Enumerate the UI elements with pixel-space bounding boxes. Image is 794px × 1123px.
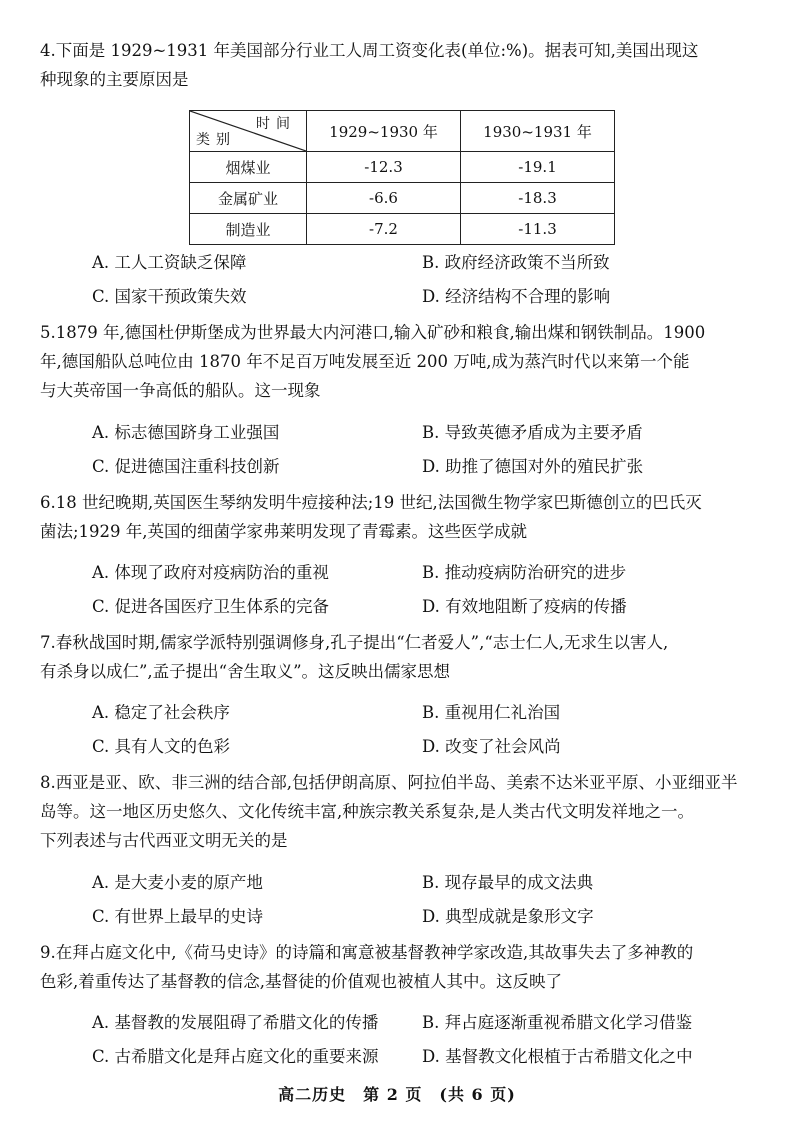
q7-options (40, 696, 760, 764)
row-label: 金属矿业 (190, 183, 307, 214)
q5-option-a[interactable]: A. 标志德国跻身工业强国 (92, 423, 280, 442)
q9-stem-line2: 色彩,着重传达了基督教的信念,基督徒的价值观也被植人其中。这反映了 (40, 972, 562, 991)
table-cell: -12.3 (307, 152, 461, 183)
q6-option-b[interactable]: B. 推动疫病防治研究的进步 (422, 563, 627, 582)
q5-stem-line2: 年,德国船队总吨位由 1870 年不足百万吨发展至近 200 万吨,成为蒸汽时代以来第一个能 (40, 352, 690, 371)
q5-stem-line1: 5.1879 年,德国杜伊斯堡成为世界最大内河港口,输入矿砂和粮食,输出煤和钢铁制品。1900 (40, 323, 706, 342)
table-row (190, 183, 615, 214)
q8-option-a[interactable]: A. 是大麦小麦的原产地 (92, 873, 263, 892)
q4-option-b[interactable]: B. 政府经济政策不当所致 (422, 253, 610, 272)
q9-options (40, 1006, 760, 1074)
q4-option-d[interactable]: D. 经济结构不合理的影响 (422, 287, 611, 306)
table-cell: -6.6 (307, 183, 461, 214)
q8-option-c[interactable]: C. 有世界上最早的史诗 (92, 907, 264, 926)
q9-option-d[interactable]: D. 基督教文化根植于古希腊文化之中 (422, 1047, 693, 1066)
q7-stem-line2: 有杀身以成仁”,孟子提出“舍生取义”。这反映出儒家思想 (40, 662, 451, 681)
q4-option-c[interactable]: C. 国家干预政策失效 (92, 287, 247, 306)
q6-stem-line2: 菌法;1929 年,英国的细菌学家弗莱明发现了青霉素。这些医学成就 (40, 522, 528, 541)
corner-label-time: 时间 (256, 116, 296, 132)
q7-option-c[interactable]: C. 具有人文的色彩 (92, 737, 231, 756)
q4-stem-line1: 4.下面是 1929~1931 年美国部分行业工人周工资变化表(单位:%)。据表可知,美国出现这 (40, 41, 699, 60)
q8-options (40, 866, 760, 934)
q8-stem-line3: 下列表述与古代西亚文明无关的是 (40, 831, 288, 850)
table-corner-cell (190, 111, 307, 152)
q9-stem-line1: 9.在拜占庭文化中,《荷马史诗》的诗篇和寓意被基督教神学家改造,其故事失去了多神教的 (40, 943, 694, 962)
table-row (190, 214, 615, 245)
q9-option-a[interactable]: A. 基督教的发展阻碍了希腊文化的传播 (92, 1013, 379, 1032)
corner-label-category: 类别 (196, 132, 236, 148)
q7-option-b[interactable]: B. 重视用仁礼治国 (422, 703, 561, 722)
q5-option-d[interactable]: D. 助推了德国对外的殖民扩张 (422, 457, 644, 476)
q6-option-a[interactable]: A. 体现了政府对疫病防治的重视 (92, 563, 329, 582)
q7-option-d[interactable]: D. 改变了社会风尚 (422, 737, 561, 756)
column-header: 1930~1931 年 (461, 111, 615, 152)
wage-change-table (189, 110, 615, 245)
q6-options (40, 556, 760, 624)
q7-stem-line1: 7.春秋战国时期,儒家学派特别强调修身,孔子提出“仁者爱人”,“志士仁人,无求生以害人, (40, 633, 669, 652)
q9-option-b[interactable]: B. 拜占庭逐渐重视希腊文化学习借鉴 (422, 1013, 693, 1032)
table-row (190, 152, 615, 183)
table-header-row (190, 111, 615, 152)
q5-option-b[interactable]: B. 导致英德矛盾成为主要矛盾 (422, 423, 643, 442)
question-5 (40, 318, 760, 405)
page-footer: 高二历史 第 2 页 (共 6 页) (278, 1085, 516, 1104)
row-label: 制造业 (190, 214, 307, 245)
q4-stem-line2: 种现象的主要原因是 (40, 70, 189, 89)
q8-stem-line2: 岛等。这一地区历史悠久、文化传统丰富,种族宗教关系复杂,是人类古代文明发祥地之一。 (40, 802, 694, 821)
question-8 (40, 768, 760, 855)
question-6 (40, 488, 760, 546)
table-cell: -19.1 (461, 152, 615, 183)
column-header: 1929~1930 年 (307, 111, 461, 152)
q6-option-d[interactable]: D. 有效地阻断了疫病的传播 (422, 597, 627, 616)
q8-stem-line1: 8.西亚是亚、欧、非三洲的结合部,包括伊朗高原、阿拉伯半岛、美索不达米亚平原、小亚细亚半 (40, 773, 738, 792)
q5-options (40, 416, 760, 484)
q8-option-b[interactable]: B. 现存最早的成文法典 (422, 873, 594, 892)
table-cell: -7.2 (307, 214, 461, 245)
table-cell: -11.3 (461, 214, 615, 245)
question-4 (40, 36, 760, 94)
q7-option-a[interactable]: A. 稳定了社会秩序 (92, 703, 230, 722)
q8-option-d[interactable]: D. 典型成就是象形文字 (422, 907, 594, 926)
row-label: 烟煤业 (190, 152, 307, 183)
table-cell: -18.3 (461, 183, 615, 214)
question-9 (40, 938, 760, 996)
q5-option-c[interactable]: C. 促进德国注重科技创新 (92, 457, 280, 476)
q6-stem-line1: 6.18 世纪晚期,英国医生琴纳发明牛痘接种法;19 世纪,法国微生物学家巴斯德创立的巴氏灭 (40, 493, 702, 512)
q4-option-a[interactable]: A. 工人工资缺乏保障 (92, 253, 247, 272)
question-7 (40, 628, 760, 686)
q9-option-c[interactable]: C. 古希腊文化是拜占庭文化的重要来源 (92, 1047, 379, 1066)
q5-stem-line3: 与大英帝国一争高低的船队。这一现象 (40, 381, 321, 400)
q6-option-c[interactable]: C. 促进各国医疗卫生体系的完备 (92, 597, 330, 616)
q4-options (40, 246, 760, 314)
